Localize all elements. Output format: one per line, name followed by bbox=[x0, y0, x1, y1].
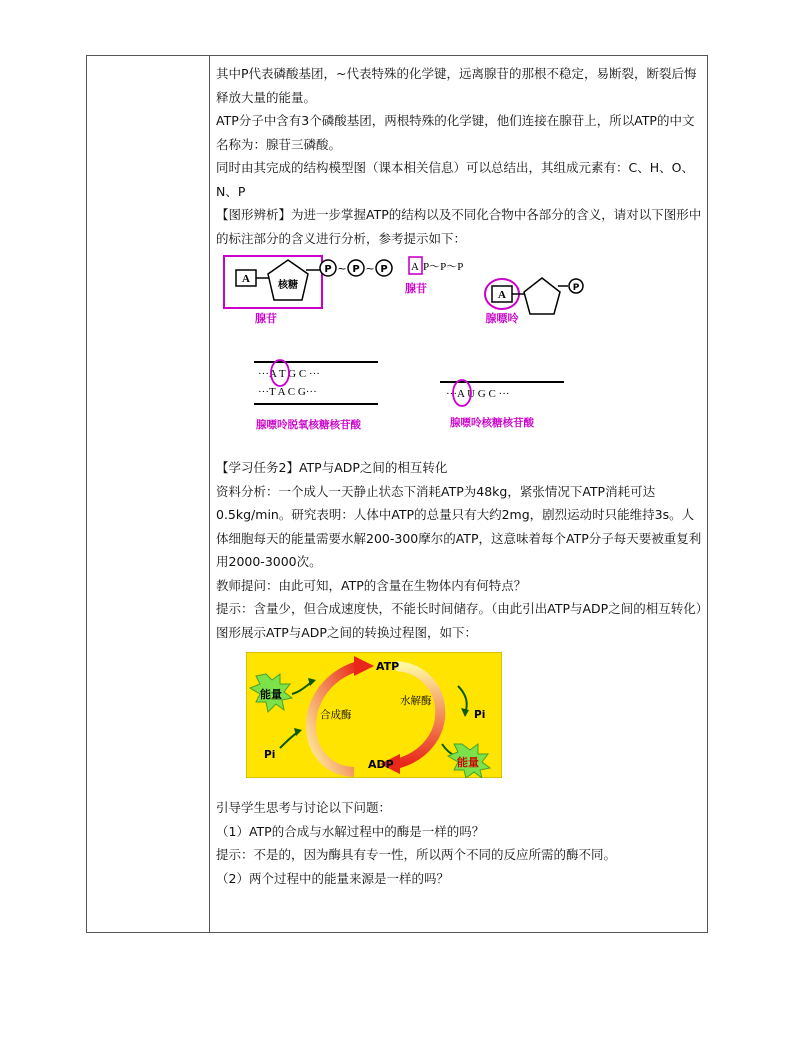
hint-1: 提示：不是的，因为酶具有专一性，所以两个不同的反应所需的酶不同。 bbox=[216, 847, 617, 862]
phosphate-label: P bbox=[380, 264, 388, 275]
formula-caption: 腺苷 bbox=[405, 282, 427, 295]
dna-bottom-sequence: ···T A C G··· bbox=[258, 386, 317, 398]
ribose-label: 核糖 bbox=[278, 280, 298, 291]
paragraph-elements: 同时由其完成的结构模型图（课本相关信息）可以总结出，其组成元素有：C、H、O、N、P bbox=[216, 160, 694, 199]
adenine-label: A bbox=[242, 273, 250, 285]
paragraph-data-analysis: 资料分析：一个成人一天静止状态下消耗ATP为48kg，紧张情况下ATP消耗可达0.5kg/min。研究表明：人体中ATP的总量只有大约2mg，剧烈运动时只能维持3s。人体细胞每天的能量需要水解200-300摩尔的ATP，这意味着每个ATP分子每天要被重复利用2000-3000次。 bbox=[216, 483, 702, 569]
lesson-table bbox=[86, 55, 708, 933]
phosphate-label: P bbox=[572, 283, 580, 293]
dna-top-sequence: ···A T G C ··· bbox=[258, 368, 320, 380]
formula-adenosine: A bbox=[411, 261, 419, 273]
energy-in-label: 能量 bbox=[260, 688, 282, 701]
paragraph-bond: 其中P代表磷酸基团，~代表特殊的化学键，远离腺苷的那根不稳定，易断裂，断裂后悔释放大量的能量。 bbox=[216, 66, 697, 105]
structure-figure bbox=[218, 252, 618, 452]
rna-caption: 腺嘌呤核糖核苷酸 bbox=[450, 417, 534, 429]
atp-label: ATP bbox=[376, 660, 400, 673]
figure-intro: 图形展示ATP与ADP之间的转换过程图，如下： bbox=[216, 624, 477, 640]
energy-out-label: 能量 bbox=[457, 756, 479, 769]
dna-caption: 腺嘌呤脱氧核糖核苷酸 bbox=[256, 419, 361, 431]
paragraph-figure-analysis: 【图形辨析】为进一步掌握ATP的结构以及不同化合物中各部分的含义，请对以下图形中的标注部分的含义进行分析，参考提示如下： bbox=[216, 207, 702, 246]
column-divider bbox=[209, 56, 210, 932]
high-energy-bond: ~ bbox=[337, 262, 347, 275]
question-1: （1）ATP的合成与水解过程中的酶是一样的吗？ bbox=[216, 823, 485, 839]
discussion-intro: 引导学生思考与讨论以下问题： bbox=[216, 800, 392, 815]
adp-label: ADP bbox=[368, 758, 394, 771]
high-energy-bond: ~ bbox=[365, 262, 375, 275]
phosphate-label: P bbox=[324, 264, 332, 275]
atp-adp-cycle-figure bbox=[246, 652, 502, 778]
synthase-label: 合成酶 bbox=[320, 709, 352, 721]
adenosine-caption: 腺苷 bbox=[255, 312, 277, 325]
adenine-caption: 腺嘌呤 bbox=[485, 312, 519, 325]
hint-answer: 提示：含量少，但合成速度快，不能长时间储存。（由此引出ATP与ADP之间的相互转化） bbox=[216, 601, 709, 616]
rna-sequence: ···A U G C ··· bbox=[446, 388, 510, 400]
paragraph-atp-name: ATP分子中含有3个磷酸基团，两根特殊的化学键，他们连接在腺苷上，所以ATP的中文名称为：腺苷三磷酸。 bbox=[216, 113, 695, 152]
hydrolase-label: 水解酶 bbox=[400, 695, 432, 707]
task2-heading: 【学习任务2】ATP与ADP之间的相互转化 bbox=[216, 460, 448, 475]
formula-phosphates: P～P～P bbox=[423, 261, 464, 273]
pi-out-label: Pi bbox=[474, 709, 486, 721]
adenine-label: A bbox=[498, 289, 506, 301]
phosphate-label: P bbox=[352, 264, 360, 275]
pi-in-label: Pi bbox=[264, 749, 276, 761]
teacher-question: 教师提问：由此可知，ATP的含量在生物体内有何特点？ bbox=[216, 577, 527, 593]
lesson-content bbox=[216, 62, 709, 890]
question-2: （2）两个过程中的能量来源是一样的吗？ bbox=[216, 870, 449, 886]
ribose-pentagon bbox=[524, 278, 560, 314]
